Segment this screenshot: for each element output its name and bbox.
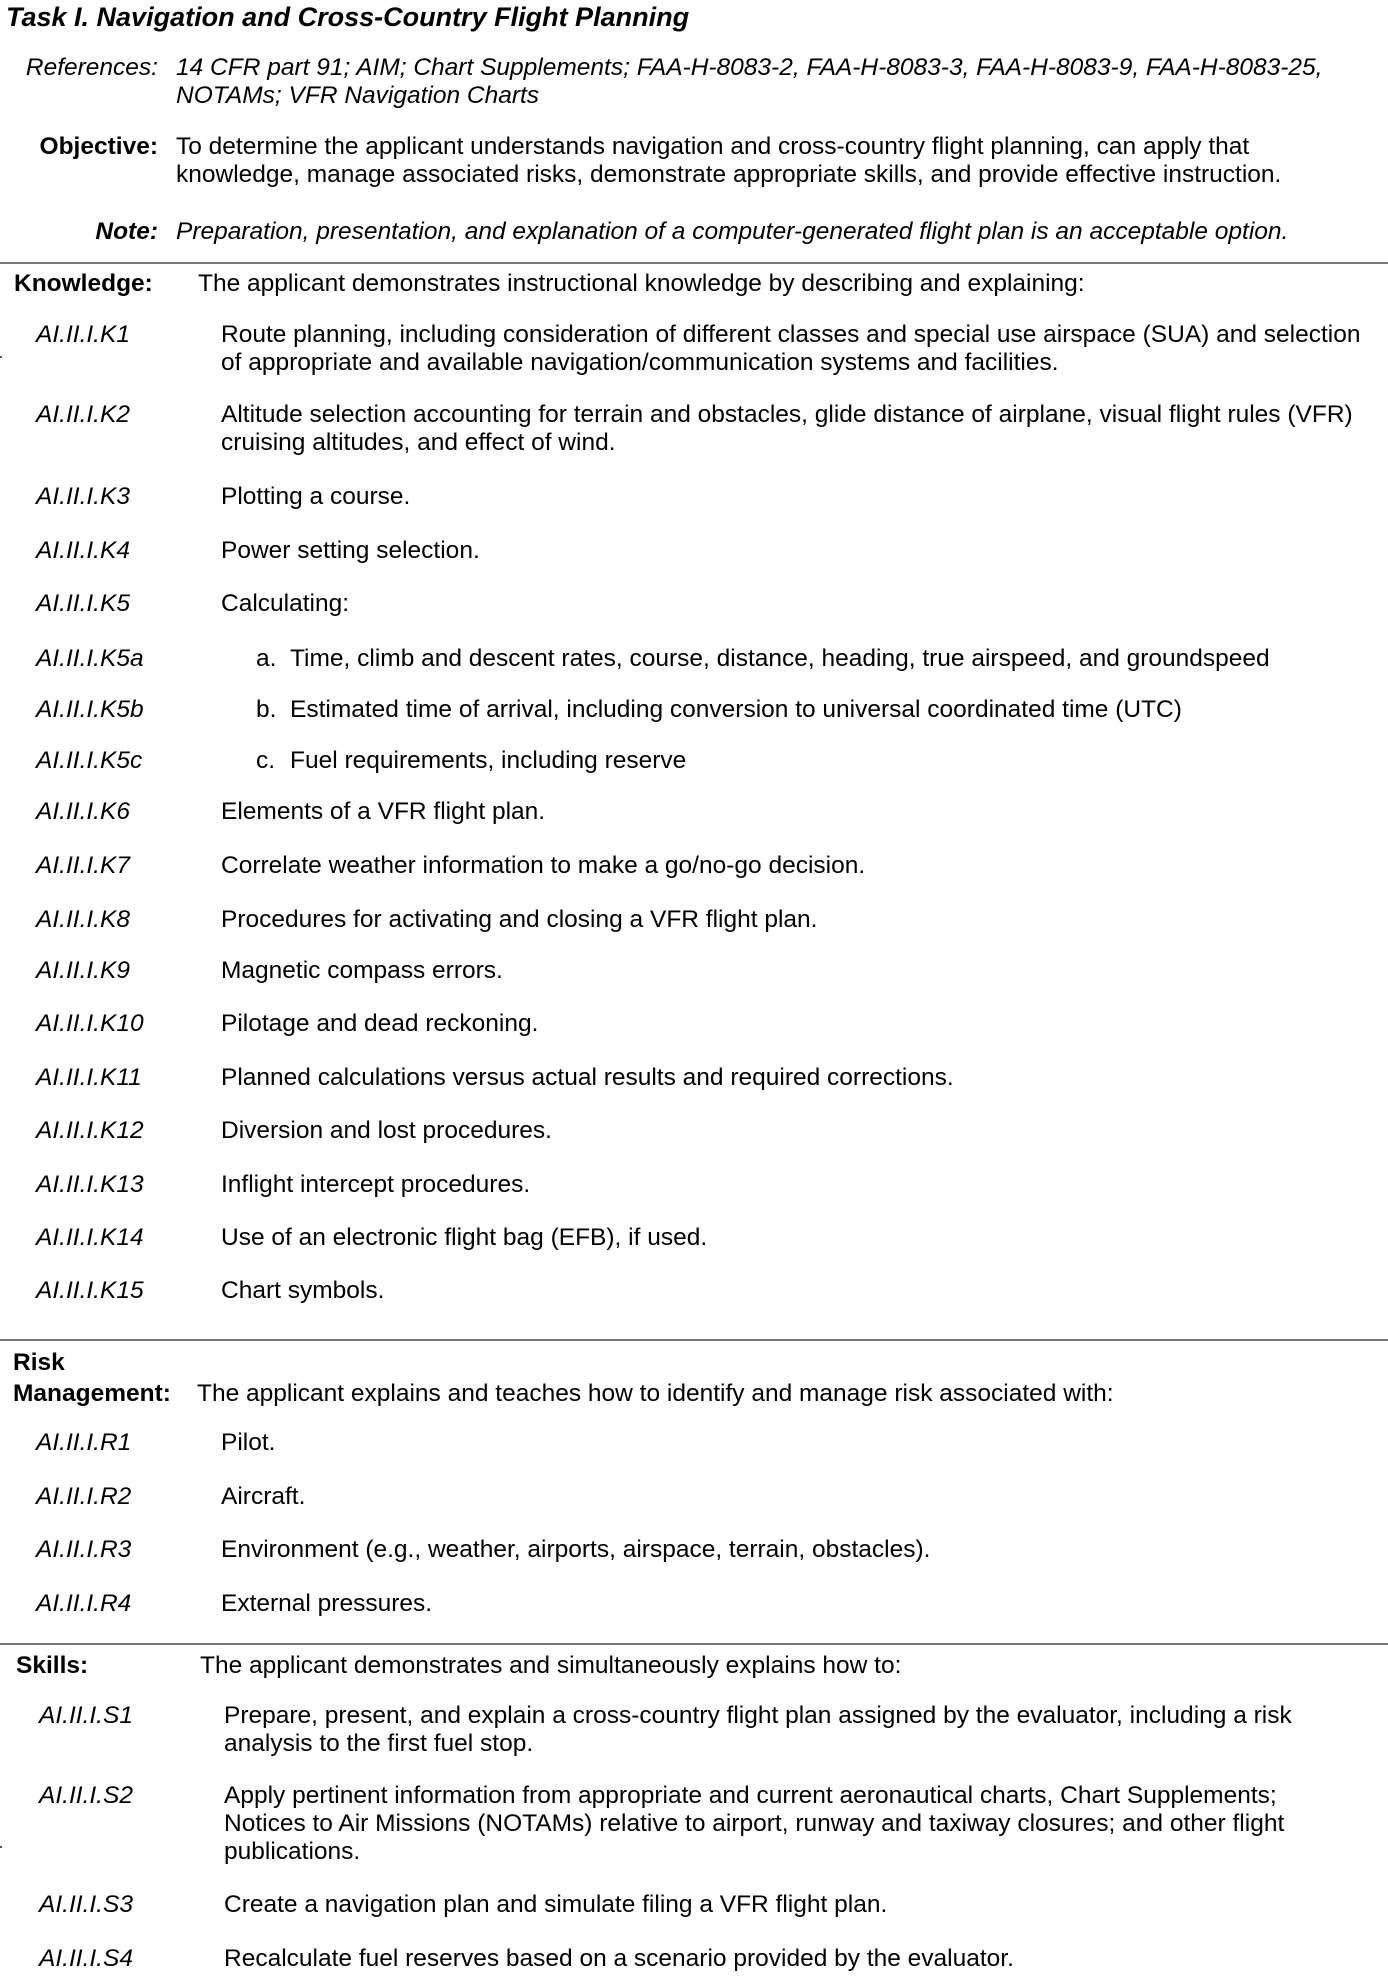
item-code: AI.II.I.K14: [36, 1224, 144, 1251]
item-text: Pilot.: [221, 1429, 276, 1456]
task-title: Task I. Navigation and Cross-Country Flight Planning: [6, 2, 690, 32]
sub-item-text: Time, climb and descent rates, course, distance, heading, true airspeed, and groundspeed: [290, 645, 1270, 672]
item-text: Chart symbols.: [221, 1277, 385, 1304]
item-text: Procedures for activating and closing a VFR flight plan.: [221, 906, 818, 933]
item-code: AI.II.I.S4: [39, 1945, 133, 1972]
item-text: Calculating:: [221, 590, 350, 617]
item-code: AI.II.I.K5a: [36, 645, 144, 672]
item-code: AI.II.I.K5: [36, 590, 130, 617]
knowledge-label: Knowledge:: [14, 270, 153, 297]
item-text: [256, 696, 1366, 724]
item-text: Power setting selection.: [221, 537, 480, 564]
item-text: Planned calculations versus actual results and required corrections.: [221, 1064, 954, 1091]
item-code: AI.II.I.K1: [36, 321, 130, 348]
item-code: AI.II.I.S3: [39, 1891, 133, 1918]
item-code: AI.II.I.K13: [36, 1171, 144, 1198]
item-text: Use of an electronic flight bag (EFB), if used.: [221, 1224, 708, 1251]
item-text: Magnetic compass errors.: [221, 957, 503, 984]
item-text: Recalculate fuel reserves based on a scenario provided by the evaluator.: [224, 1945, 1014, 1972]
item-text: Inflight intercept procedures.: [221, 1171, 531, 1198]
item-code: AI.II.I.K4: [36, 537, 130, 564]
item-code: AI.II.I.R3: [36, 1536, 132, 1563]
note-text: Preparation, presentation, and explanation of a computer-generated flight plan is an acceptable option.: [176, 218, 1289, 245]
item-text: Plotting a course.: [221, 483, 411, 510]
margin-mark: [0, 1846, 2, 1848]
objective-label: Objective:: [39, 133, 158, 160]
skills-intro: The applicant demonstrates and simultaneously explains how to:: [200, 1652, 902, 1679]
risk-intro: The applicant explains and teaches how to identify and manage risk associated with:: [197, 1380, 1114, 1407]
item-code: AI.II.I.K6: [36, 798, 130, 825]
item-code: AI.II.I.S2: [39, 1782, 133, 1809]
sub-item-text: Fuel requirements, including reserve: [290, 747, 687, 774]
item-text: Correlate weather information to make a go/no-go decision.: [221, 852, 866, 879]
risk-label-line2: Management:: [13, 1380, 171, 1407]
item-code: AI.II.I.S1: [39, 1702, 133, 1729]
item-code: AI.II.I.K8: [36, 906, 130, 933]
item-code: AI.II.I.K15: [36, 1277, 144, 1304]
skills-divider: [0, 1643, 1388, 1645]
item-text: Altitude selection accounting for terrain and obstacles, glide distance of airplane, visual flight rules (VFR) cruising altitudes, and effect of wind.: [221, 401, 1353, 456]
item-text: Environment (e.g., weather, airports, airspace, terrain, obstacles).: [221, 1536, 931, 1563]
item-text: Diversion and lost procedures.: [221, 1117, 552, 1144]
item-text: Pilotage and dead reckoning.: [221, 1010, 539, 1037]
item-code: AI.II.I.K5c: [36, 747, 143, 774]
item-code: AI.II.I.R1: [36, 1429, 132, 1456]
item-code: AI.II.I.K2: [36, 401, 130, 428]
margin-mark: [0, 356, 2, 358]
item-code: AI.II.I.K9: [36, 957, 130, 984]
references-label: References:: [25, 54, 158, 81]
knowledge-intro: The applicant demonstrates instructional knowledge by describing and explaining:: [198, 270, 1085, 297]
item-text: Prepare, present, and explain a cross-country flight plan assigned by the evaluator, including a risk analysis to the first fuel stop.: [224, 1702, 1292, 1757]
item-code: AI.II.I.K5b: [36, 696, 144, 723]
note-label: Note:: [95, 218, 158, 245]
item-code: AI.II.I.K3: [36, 483, 130, 510]
item-code: AI.II.I.K12: [36, 1117, 144, 1144]
item-text: [256, 747, 1366, 775]
skills-label: Skills:: [16, 1652, 89, 1679]
item-code: AI.II.I.R4: [36, 1590, 132, 1617]
item-text: Elements of a VFR flight plan.: [221, 798, 546, 825]
risk-label-line1: Risk: [13, 1349, 65, 1376]
references-text: 14 CFR part 91; AIM; Chart Supplements; FAA-H-8083-2, FAA-H-8083-3, FAA-H-8083-9, FAA-H-8083-25, NOTAMs; VFR Navigation Charts: [176, 54, 1323, 109]
list-marker: b.: [256, 696, 277, 723]
item-code: AI.II.I.R2: [36, 1483, 132, 1510]
objective-text: To determine the applicant understands navigation and cross-country flight planning, can apply that knowledge, manage associated risks, demonstrate appropriate skills, and provide effective instruction.: [176, 133, 1282, 188]
item-text: External pressures.: [221, 1590, 433, 1617]
item-text: Create a navigation plan and simulate filing a VFR flight plan.: [224, 1891, 888, 1918]
item-text: [256, 645, 1366, 673]
list-marker: a.: [256, 645, 277, 672]
item-code: AI.II.I.K10: [36, 1010, 144, 1037]
list-marker: c.: [256, 747, 276, 774]
sub-item-text: Estimated time of arrival, including conversion to universal coordinated time (UTC): [290, 696, 1182, 723]
item-text: Apply pertinent information from appropriate and current aeronautical charts, Chart Supplements; Notices to Air Missions (NOTAMs) relative to airport, runway and taxiway closures; and other flight publications.: [224, 1782, 1285, 1865]
risk-divider: [0, 1339, 1388, 1341]
item-text: Aircraft.: [221, 1483, 306, 1510]
item-code: AI.II.I.K11: [36, 1064, 142, 1091]
item-text: Route planning, including consideration of different classes and special use airspace (SUA) and selection of appropriate and available navigation/communication systems and facilities.: [221, 321, 1361, 376]
knowledge-divider: [0, 262, 1388, 264]
item-code: AI.II.I.K7: [36, 852, 130, 879]
